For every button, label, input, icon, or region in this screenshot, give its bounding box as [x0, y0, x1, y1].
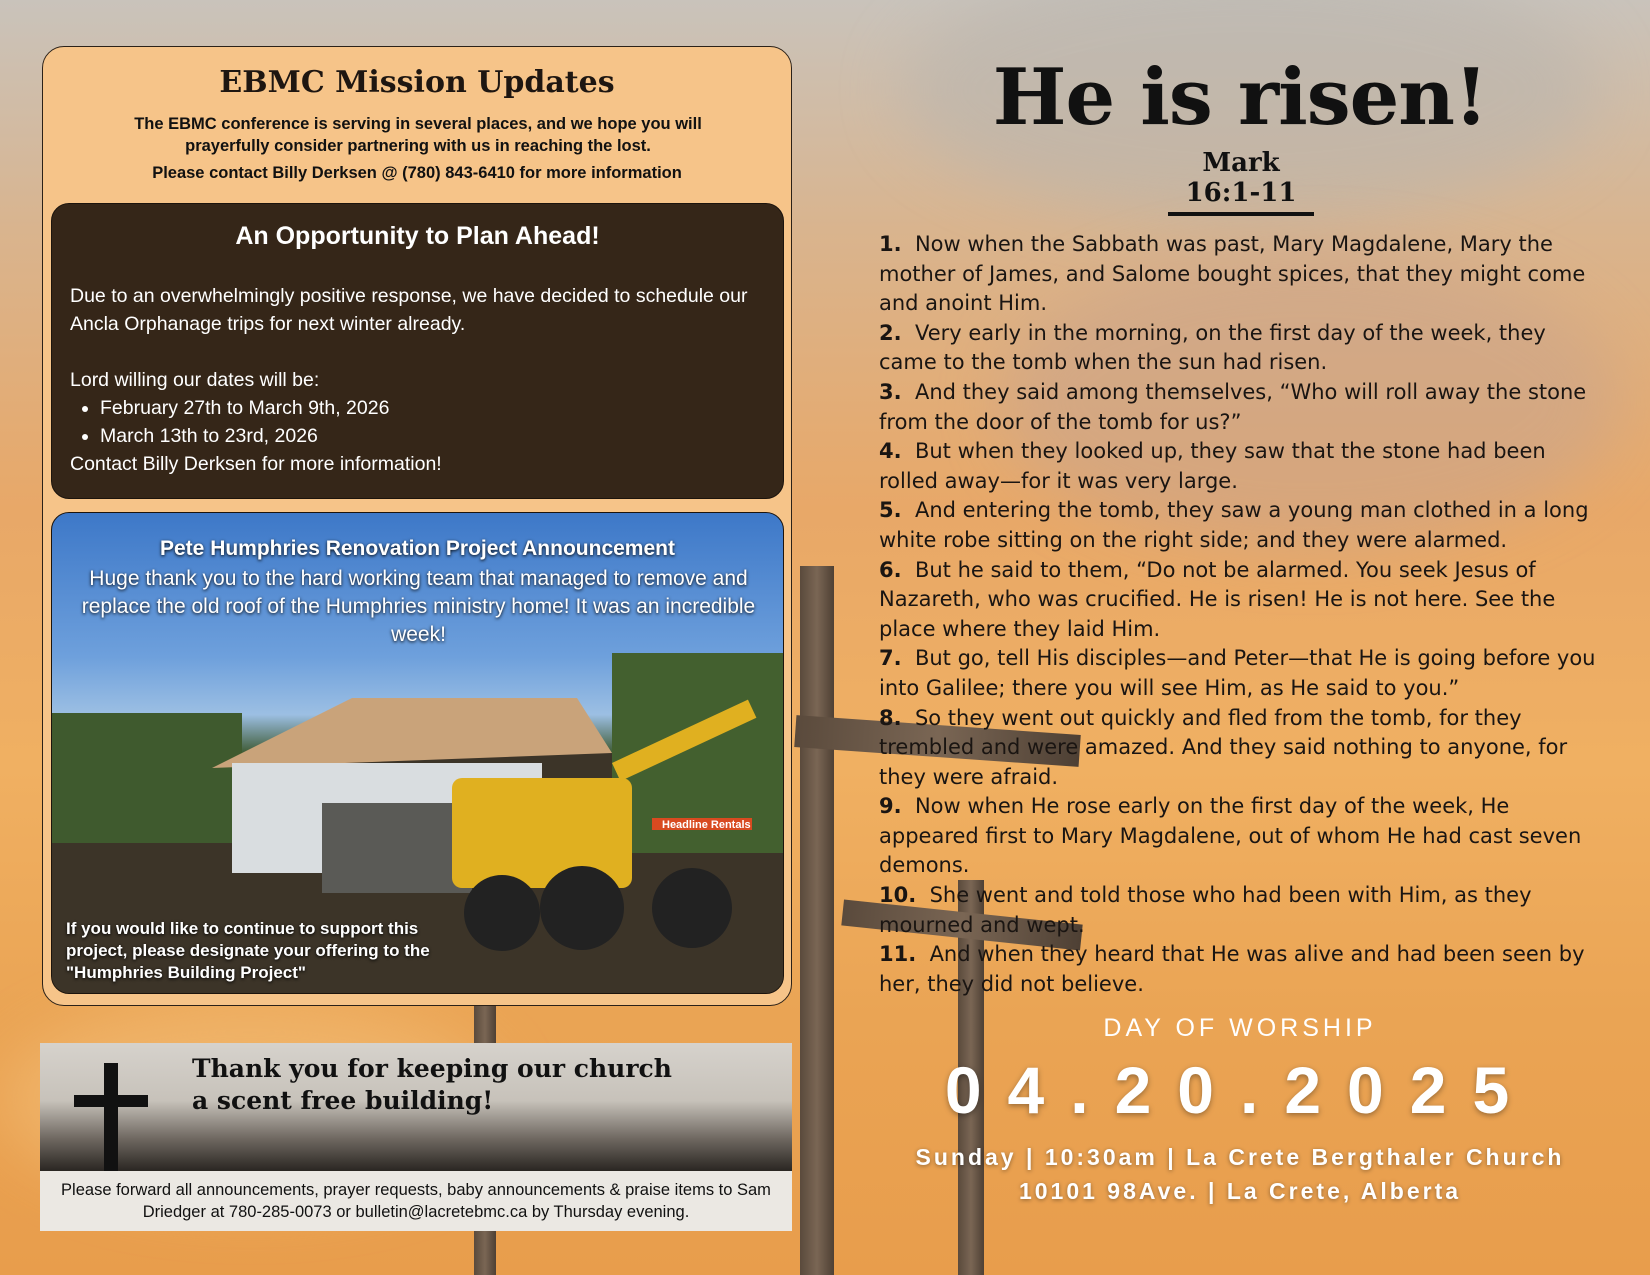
cross-icon	[104, 1063, 118, 1171]
renovation-support-note: If you would like to continue to support this project, please designate your offering to the "Humphries Building Project"	[66, 919, 430, 982]
worship-date: 04.20.2025	[944, 1053, 1536, 1127]
scripture-verses	[879, 230, 1609, 999]
trip-date-item: • February 27th to March 9th, 2026	[100, 394, 760, 422]
scent-free-line2: a scent free building!	[192, 1086, 494, 1115]
verse: 11. And when they heard that He was alive and had been seen by her, they did not believe.	[879, 942, 1585, 996]
trip-dates-list	[70, 394, 760, 450]
plan-ahead-body	[70, 282, 760, 478]
verse: 8. So they went out quickly and fled from the tomb, for they trembled and were amazed. And they said nothing to anyone, for they were afraid.	[879, 705, 1568, 789]
worship-time-line: Sunday | 10:30am | La Crete Bergthaler Church	[915, 1144, 1565, 1170]
verse: 5. And entering the tomb, they saw a young man clothed in a long white robe sitting on the right side; and they were alarmed.	[879, 498, 1589, 552]
renovation-caption: Huge thank you to the hard working team that managed to remove and replace the old roof of the Humphries ministry home! It was an incredible week!	[81, 567, 756, 646]
verse: 1. Now when the Sabbath was past, Mary Magdalene, Mary the mother of James, and Salome bought spices, that they might come and anoint Him.	[879, 232, 1586, 316]
easter-title: He is risen!	[992, 52, 1488, 143]
scent-free-line1: Thank you for keeping our church	[192, 1054, 672, 1083]
scent-free-text	[192, 1053, 712, 1117]
worship-address-line: 10101 98Ave. | La Crete, Alberta	[1018, 1178, 1462, 1204]
verse: 7. But go, tell His disciples—and Peter—that He is going before you into Galilee; there you will see Him, as He said to you.”	[879, 646, 1596, 700]
verse: 10. She went and told those who had been with Him, as they mourned and wept.	[879, 883, 1532, 937]
rental-sign: Headline Rentals	[662, 819, 751, 831]
cross-post-large	[800, 566, 834, 1275]
scripture-reference: Mark 16:1-11	[1168, 148, 1314, 216]
mission-updates-panel	[42, 46, 792, 1006]
verse: 4. But when they looked up, they saw that the stone had been rolled away—for it was very large.	[879, 439, 1546, 493]
plan-ahead-paragraph: Due to an overwhelmingly positive response, we have decided to schedule our Ancla Orphanage trips for next winter already.	[70, 285, 748, 335]
verse: 2. Very early in the morning, on the first day of the week, they came to the tomb when the sun had risen.	[879, 320, 1546, 375]
plan-ahead-dates-intro: Lord willing our dates will be:	[70, 369, 320, 391]
scent-free-banner	[40, 1043, 792, 1171]
mission-title: EBMC Mission Updates	[219, 65, 615, 100]
trip-date-item: • March 13th to 23rd, 2026	[100, 422, 760, 450]
renovation-photo-box	[51, 512, 784, 994]
verse: 9. Now when He rose early on the first day of the week, He appeared first to Mary Magdalene, out of whom He had cast seven demons.	[879, 794, 1582, 878]
announcement-forward-note: Please forward all announcements, prayer requests, baby announcements & praise items to Sam Driedger at 780-285-0073 or bulletin@lacretebmc.ca by Thursday evening.	[40, 1171, 792, 1231]
verse: 6. But he said to them, “Do not be alarmed. You seek Jesus of Nazareth, who was crucified. He is risen! He is not here. See the place where they laid Him.	[879, 557, 1556, 641]
cross-icon-beam	[74, 1095, 148, 1107]
mission-contact: Please contact Billy Derksen @ (780) 843-6410 for more information	[152, 164, 682, 182]
renovation-title: Pete Humphries Renovation Project Announcement	[160, 537, 675, 560]
plan-ahead-closing: Contact Billy Derksen for more information!	[70, 453, 442, 475]
worship-label: DAY OF WORSHIP	[1103, 1014, 1377, 1042]
mission-intro: The EBMC conference is serving in several places, and we hope you will prayerfully consider partnering with us in reaching the lost.	[134, 115, 702, 155]
plan-ahead-title: An Opportunity to Plan Ahead!	[235, 222, 600, 250]
verse: 3. And they said among themselves, “Who will roll away the stone from the door of the tomb for us?”	[879, 379, 1587, 434]
plan-ahead-box	[51, 203, 784, 499]
